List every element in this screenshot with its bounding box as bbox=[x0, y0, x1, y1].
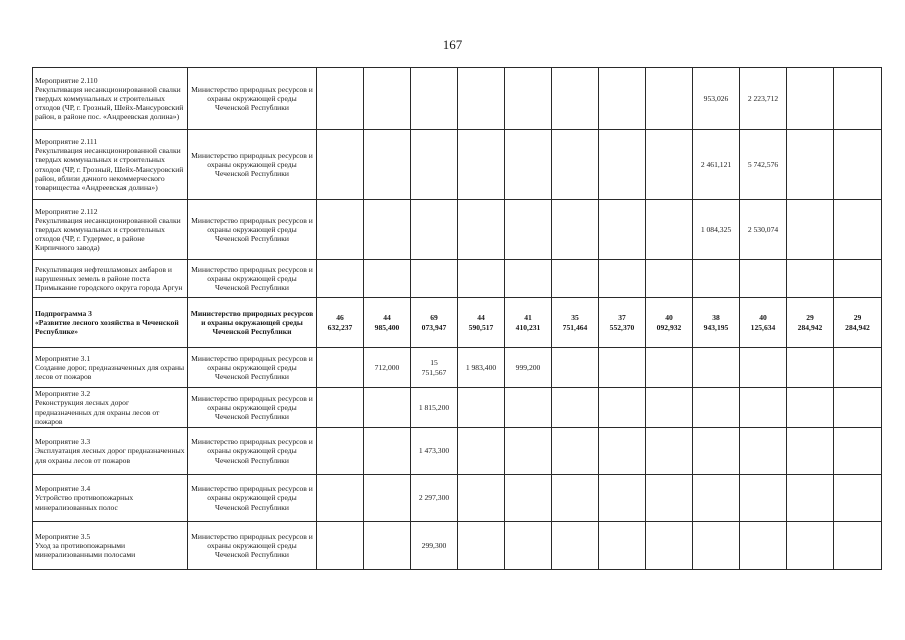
value-cell: 712,000 bbox=[364, 348, 411, 388]
value-cell: 1 084,325 bbox=[693, 200, 740, 260]
value-cell bbox=[599, 428, 646, 475]
value-cell bbox=[646, 475, 693, 522]
value-cell: 69 073,947 bbox=[411, 298, 458, 348]
value-cell bbox=[364, 522, 411, 570]
activity-name-cell: Мероприятие 2.110 Рекультивация несанкционированной свалки твердых коммунальных и строительных отходов (ЧР, г. Грозный, Шейх-Мансуровский район, в районе пос. «Андреевская долина») bbox=[33, 68, 188, 130]
value-cell bbox=[646, 428, 693, 475]
table-row bbox=[33, 388, 882, 428]
value-cell bbox=[599, 68, 646, 130]
value-cell bbox=[317, 200, 364, 260]
value-cell bbox=[787, 522, 834, 570]
table-row bbox=[33, 348, 882, 388]
value-cell bbox=[552, 388, 599, 428]
value-cell bbox=[834, 260, 882, 298]
value-cell bbox=[364, 428, 411, 475]
value-cell bbox=[740, 260, 787, 298]
value-cell: 44 985,400 bbox=[364, 298, 411, 348]
value-cell bbox=[458, 522, 505, 570]
value-cell bbox=[505, 388, 552, 428]
value-cell bbox=[834, 475, 882, 522]
page-number: 167 bbox=[442, 37, 463, 52]
activity-name-cell: Мероприятие 3.2 Реконструкция лесных дорог предназначенных для охраны лесов от пожаров bbox=[33, 388, 188, 428]
value-cell bbox=[505, 260, 552, 298]
value-cell bbox=[787, 130, 834, 200]
activity-name-cell: Мероприятие 3.3 Эксплуатация лесных дорог предназначенных для охраны лесов от пожаров bbox=[33, 428, 188, 475]
executor-cell: Министерство природных ресурсов и охраны окружающей среды Чеченской Республики bbox=[188, 428, 317, 475]
value-cell bbox=[317, 130, 364, 200]
value-cell bbox=[646, 522, 693, 570]
value-cell: 29 284,942 bbox=[834, 298, 882, 348]
value-cell bbox=[552, 130, 599, 200]
value-cell bbox=[458, 130, 505, 200]
table-row bbox=[33, 130, 882, 200]
value-cell: 953,026 bbox=[693, 68, 740, 130]
activity-name-cell: Рекультивация нефтешламовых амбаров и нарушенных земель в районе поста Примыкание городского округа города Аргун bbox=[33, 260, 188, 298]
table-row bbox=[33, 522, 882, 570]
value-cell: 44 590,517 bbox=[458, 298, 505, 348]
value-cell: 37 552,370 bbox=[599, 298, 646, 348]
executor-cell: Министерство природных ресурсов и охраны окружающей среды Чеченской Республики bbox=[188, 388, 317, 428]
value-cell bbox=[411, 200, 458, 260]
activity-name-cell: Мероприятие 2.111 Рекультивация несанкционированной свалки твердых коммунальных и строительных отходов (ЧР, г. Грозный, Шейх-Мансуровский район, вблизи дачного некоммерческого товарищества «Андреевская долина») bbox=[33, 130, 188, 200]
table-body bbox=[33, 68, 882, 570]
value-cell bbox=[411, 260, 458, 298]
value-cell bbox=[693, 348, 740, 388]
value-cell bbox=[552, 475, 599, 522]
subprogram-row bbox=[33, 298, 882, 348]
value-cell bbox=[740, 522, 787, 570]
value-cell bbox=[693, 260, 740, 298]
value-cell bbox=[646, 348, 693, 388]
value-cell bbox=[505, 428, 552, 475]
value-cell bbox=[505, 200, 552, 260]
value-cell bbox=[411, 68, 458, 130]
table-row bbox=[33, 260, 882, 298]
value-cell bbox=[787, 260, 834, 298]
value-cell bbox=[646, 130, 693, 200]
executor-cell: Министерство природных ресурсов и охраны окружающей среды Чеченской Республики bbox=[188, 130, 317, 200]
value-cell bbox=[646, 260, 693, 298]
value-cell bbox=[364, 130, 411, 200]
value-cell bbox=[505, 130, 552, 200]
value-cell bbox=[505, 475, 552, 522]
value-cell bbox=[317, 388, 364, 428]
value-cell: 2 223,712 bbox=[740, 68, 787, 130]
value-cell bbox=[834, 522, 882, 570]
value-cell bbox=[599, 348, 646, 388]
executor-cell: Министерство природных ресурсов и охраны окружающей среды Чеченской Республики bbox=[188, 522, 317, 570]
value-cell bbox=[364, 475, 411, 522]
value-cell bbox=[411, 130, 458, 200]
value-cell bbox=[693, 388, 740, 428]
value-cell bbox=[458, 200, 505, 260]
value-cell: 1 815,200 bbox=[411, 388, 458, 428]
value-cell bbox=[787, 428, 834, 475]
value-cell bbox=[552, 260, 599, 298]
activity-name-cell: Мероприятие 3.1 Создание дорог, предназначенных для охраны лесов от пожаров bbox=[33, 348, 188, 388]
value-cell bbox=[599, 200, 646, 260]
executor-cell: Министерство природных ресурсов и охраны окружающей среды Чеченской Республики bbox=[188, 348, 317, 388]
value-cell bbox=[646, 68, 693, 130]
value-cell bbox=[458, 388, 505, 428]
value-cell bbox=[599, 388, 646, 428]
executor-cell: Министерство природных ресурсов и охраны окружающей среды Чеченской Республики bbox=[188, 200, 317, 260]
value-cell bbox=[599, 475, 646, 522]
value-cell bbox=[317, 475, 364, 522]
budget-table bbox=[32, 67, 882, 570]
value-cell: 2 530,074 bbox=[740, 200, 787, 260]
value-cell bbox=[599, 260, 646, 298]
value-cell: 38 943,195 bbox=[693, 298, 740, 348]
value-cell bbox=[740, 428, 787, 475]
value-cell bbox=[787, 200, 834, 260]
value-cell: 35 751,464 bbox=[552, 298, 599, 348]
value-cell bbox=[693, 428, 740, 475]
executor-cell: Министерство природных ресурсов и охраны окружающей среды Чеченской Республики bbox=[188, 68, 317, 130]
value-cell bbox=[364, 388, 411, 428]
value-cell: 40 125,634 bbox=[740, 298, 787, 348]
activity-name-cell: Мероприятие 2.112 Рекультивация несанкционированной свалки твердых коммунальных и строительных отходов (ЧР, г. Гудермес, в районе Кирпичного завода) bbox=[33, 200, 188, 260]
value-cell bbox=[458, 428, 505, 475]
executor-cell: Министерство природных ресурсов и охраны окружающей среды Чеченской Республики bbox=[188, 298, 317, 348]
table-row bbox=[33, 68, 882, 130]
table-row bbox=[33, 475, 882, 522]
value-cell bbox=[552, 348, 599, 388]
value-cell bbox=[693, 522, 740, 570]
value-cell bbox=[834, 348, 882, 388]
table-row bbox=[33, 200, 882, 260]
value-cell bbox=[834, 130, 882, 200]
table-row bbox=[33, 428, 882, 475]
value-cell bbox=[552, 200, 599, 260]
value-cell bbox=[834, 68, 882, 130]
value-cell bbox=[364, 68, 411, 130]
value-cell: 999,200 bbox=[505, 348, 552, 388]
executor-cell: Министерство природных ресурсов и охраны окружающей среды Чеченской Республики bbox=[188, 260, 317, 298]
value-cell: 299,300 bbox=[411, 522, 458, 570]
value-cell bbox=[740, 388, 787, 428]
value-cell bbox=[317, 68, 364, 130]
value-cell bbox=[364, 200, 411, 260]
value-cell bbox=[834, 428, 882, 475]
value-cell bbox=[317, 522, 364, 570]
value-cell: 46 632,237 bbox=[317, 298, 364, 348]
value-cell bbox=[834, 200, 882, 260]
value-cell bbox=[646, 388, 693, 428]
activity-name-cell: Подпрограмма 3 «Развитие лесного хозяйства в Чеченской Республике» bbox=[33, 298, 188, 348]
activity-name-cell: Мероприятие 3.5 Уход за противопожарными минерализованными полосами bbox=[33, 522, 188, 570]
value-cell: 2 461,121 bbox=[693, 130, 740, 200]
value-cell bbox=[552, 522, 599, 570]
value-cell: 1 473,300 bbox=[411, 428, 458, 475]
value-cell bbox=[505, 68, 552, 130]
value-cell bbox=[317, 348, 364, 388]
value-cell: 40 092,932 bbox=[646, 298, 693, 348]
value-cell bbox=[787, 475, 834, 522]
value-cell: 41 410,231 bbox=[505, 298, 552, 348]
value-cell bbox=[505, 522, 552, 570]
value-cell bbox=[552, 428, 599, 475]
value-cell bbox=[787, 388, 834, 428]
executor-cell: Министерство природных ресурсов и охраны окружающей среды Чеченской Республики bbox=[188, 475, 317, 522]
value-cell bbox=[787, 68, 834, 130]
value-cell bbox=[787, 348, 834, 388]
value-cell: 15 751,567 bbox=[411, 348, 458, 388]
value-cell: 1 983,400 bbox=[458, 348, 505, 388]
value-cell bbox=[552, 68, 599, 130]
activity-name-cell: Мероприятие 3.4 Устройство противопожарных минерализованных полос bbox=[33, 475, 188, 522]
value-cell bbox=[317, 260, 364, 298]
value-cell bbox=[599, 130, 646, 200]
value-cell bbox=[834, 388, 882, 428]
value-cell bbox=[599, 522, 646, 570]
value-cell bbox=[693, 475, 740, 522]
value-cell bbox=[458, 260, 505, 298]
value-cell: 2 297,300 bbox=[411, 475, 458, 522]
value-cell: 29 284,942 bbox=[787, 298, 834, 348]
value-cell bbox=[740, 348, 787, 388]
value-cell bbox=[646, 200, 693, 260]
value-cell bbox=[364, 260, 411, 298]
value-cell bbox=[458, 68, 505, 130]
value-cell bbox=[740, 475, 787, 522]
value-cell: 5 742,576 bbox=[740, 130, 787, 200]
value-cell bbox=[458, 475, 505, 522]
value-cell bbox=[317, 428, 364, 475]
